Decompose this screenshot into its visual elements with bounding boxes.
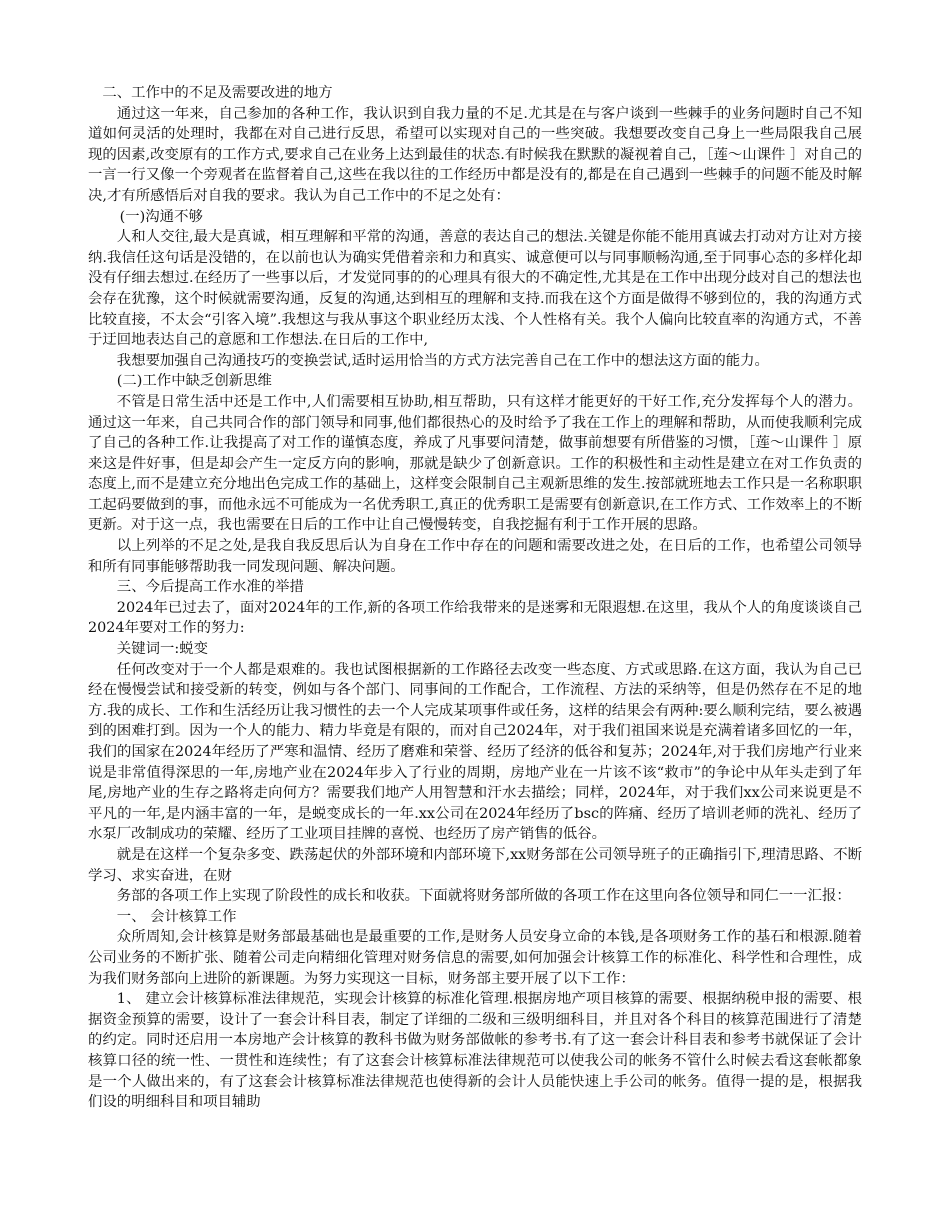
- paragraph-self-reflection: 通过这一年来，自己参加的各种工作，我认识到自我力量的不足.尤其是在与客户谈到一些棘手的业务问题时自己不知道如何灵活的处理时，我都在对自己进行反思，希望可以实现对自己的一些突破。我想要改变自己身上一些局限我自己展现的因素,改变原有的工作方式,要求自己在业务上达到最佳的状态.有时候我在默默的凝视着自己，［莲～山课件 ］对自己的一言一行又像一个旁观者在监督着自己,这些在我以往的工作经历中都是没有的,都是在自己遇到一些棘手的问题不能及时解决,才有所感悟后对自我的要求。我认为自己工作中的不足之处有：: [88, 105, 862, 204]
- paragraph-environment: 就是在这样一个复杂多变、跌荡起伏的外部环境和内部环境下,xx财务部在公司领导班子的正确指引下,理清思路、不断学习、求实奋进，在财: [88, 846, 862, 884]
- heading-shortcomings: 二、工作中的不足及需要改进的地方: [102, 85, 333, 101]
- paragraph-innovation: 不管是日常生活中还是工作中,人们需要相互协助,相互帮助，只有这样才能更好的干好工作,充分发挥每个人的潜力。通过这一年来，自己共同合作的部门领导和同事,他们都很热心的及时给予了我在工作上的理解和帮助，从而使我顺利完成了自己的各种工作.让我提高了对工作的谨慎态度，养成了凡事要问清楚，做事前想要有所借鉴的习惯，［莲～山课件 ］原来这是件好事，但是却会产生一定反方向的影响，那就是缺少了创新意识。工作的积极性和主动性是建立在对工作负责的态度上,而不是建立充分地出色完成工作的基础上，这样变会限制自己主观新思维的发生.按部就班地去工作只是一名称职职工起码要做到的事，而他永远不可能成为一名优秀职工,真正的优秀职工是需要有创新意识,在工作方式、工作效率上的不断更新。对于这一点，我也需要在日后的工作中让自己慢慢转变，自我挖掘有利于工作开展的思路。: [88, 393, 862, 534]
- paragraph-communication-plan: 我想要加强自己沟通技巧的变换尝试,适时运用恰当的方式方法完善自己在工作中的想法这方面的能力。: [116, 352, 769, 369]
- paragraph-finance-report-intro: 务部的各项工作上实现了阶段性的成长和收获。下面就将财务部所做的各项工作在这里向各位领导和同仁一一汇报：: [116, 888, 851, 905]
- paragraph-accounting: 众所周知,会计核算是财务部最基础也是最重要的工作,是财务人员安身立命的本钱,是各项财务工作的基石和根源.随着公司业务的不断扩张、随着公司走向精细化管理对财务信息的需要,如何加强会计核算工作的标准化、科学性和合理性，成为我们财务部向上进阶的新课题。为努力实现这一目标，财务部主要开展了以下工作：: [88, 929, 862, 987]
- heading-accounting: 一、 会计核算工作: [116, 908, 237, 925]
- paragraph-summary-shortcomings: 以上列举的不足之处,是我自我反思后认为自身在工作中存在的问题和需要改进之处，在日后的工作，也希望公司领导和所有同事能够帮助我一同发现问题、解决问题。: [88, 538, 862, 575]
- keyword-transformation: 关键词一:蜕变: [116, 641, 208, 658]
- paragraph-new-year: 2024年已过去了，面对2024年的工作,新的各项工作给我带来的是迷雾和无限遐想.在这里，我从个人的角度谈谈自己2024年要对工作的努力:: [88, 599, 862, 637]
- subheading-innovation: (二)工作中缺乏创新思维: [116, 373, 272, 390]
- subheading-communication: (一)沟通不够: [119, 208, 203, 225]
- paragraph-transformation: 任何改变对于一个人都是艰难的。我也试图根据新的工作路径去改变一些态度、方式或思路.在这方面，我认为自己已经在慢慢尝试和接受新的转变，例如与各个部门、同事间的工作配合，工作流程、方法的采纳等，但是仍然存在不足的地方.我的成长、工作和生活经历让我习惯性的去一个人完成某项事件或任务，这样的结果会有两种:要么顺利完结，要么被遇到的困难打到。因为一个人的能力、精力毕竟是有限的，而对自己2024年，对于我们祖国来说是充满着诸多回忆的一年，我们的国家在2024年经历了严寒和温情、经历了磨难和荣誉、经历了经济的低谷和复苏；2024年,对于我们房地产行业来说是非常值得深思的一年,房地产业在2024年步入了行业的周期，房地产业在一片该不该“救市”的争论中从年头走到了年尾,房地产业的生存之路将走向何方？需要我们地产人用智慧和汗水去描绘；同样，2024年，对于我们xx公司来说更是不平凡的一年,是内涵丰富的一年，是蜕变成长的一年.xx公司在2024年经历了bsc的阵痛、经历了培训老师的洗礼、经历了水泵厂改制成功的荣耀、经历了工业项目挂牌的喜悦、也经历了房产销售的低谷。: [88, 661, 862, 843]
- paragraph-accounting-standards: 1、 建立会计核算标准法律规范，实现会计核算的标准化管理.根据房地产项目核算的需要、根据纳税申报的需要、根据资金预算的需要，设计了一套会计科目表，制定了详细的二级和三级明细科目，并且对各个科目的核算范围进行了清楚的约定。同时还启用一本房地产会计核算的教科书做为财务部做帐的参考书.有了这一套会计科目表和参考书就保证了会计核算口径的统一性、一贯性和连续性；有了这套会计核算标准法律规范可以使我公司的帐务不管什么时候去看这套帐都象是一个人做出来的，有了这套会计核算标准法律规范也使得新的会计人员能快速上手公司的帐务。值得一提的是，根据我们设的明细科目和项目辅助: [88, 991, 862, 1111]
- paragraph-communication: 人和人交往,最大是真诚，相互理解和平常的沟通，善意的表达自己的想法.关键是你能不能用真诚去打动对方让对方接纳.我信任这句话是没错的，在以前也认为确实凭借着亲和力和真实、诚意便可以与同事顺畅沟通,至于同事心态的多样化却没有仔细去想过.在经历了一些事以后，才发觉同事的的心理具有很大的不确定性,尤其是在工作中出现分歧对自己的想法也会存在犹豫，这个时候就需要沟通，反复的沟通,达到相互的理解和支持.而我在这个方面是做得不够到位的，我的沟通方式比较直接，不太会“引客入境”.我想这与我从事这个职业经历太浅、个人性格有关。我个人偏向比较直率的沟通方式，不善于迂回地表达自己的意愿和工作想法.在日后的工作中,: [88, 229, 862, 349]
- heading-improvements: 三、今后提高工作水准的举措: [116, 579, 304, 596]
